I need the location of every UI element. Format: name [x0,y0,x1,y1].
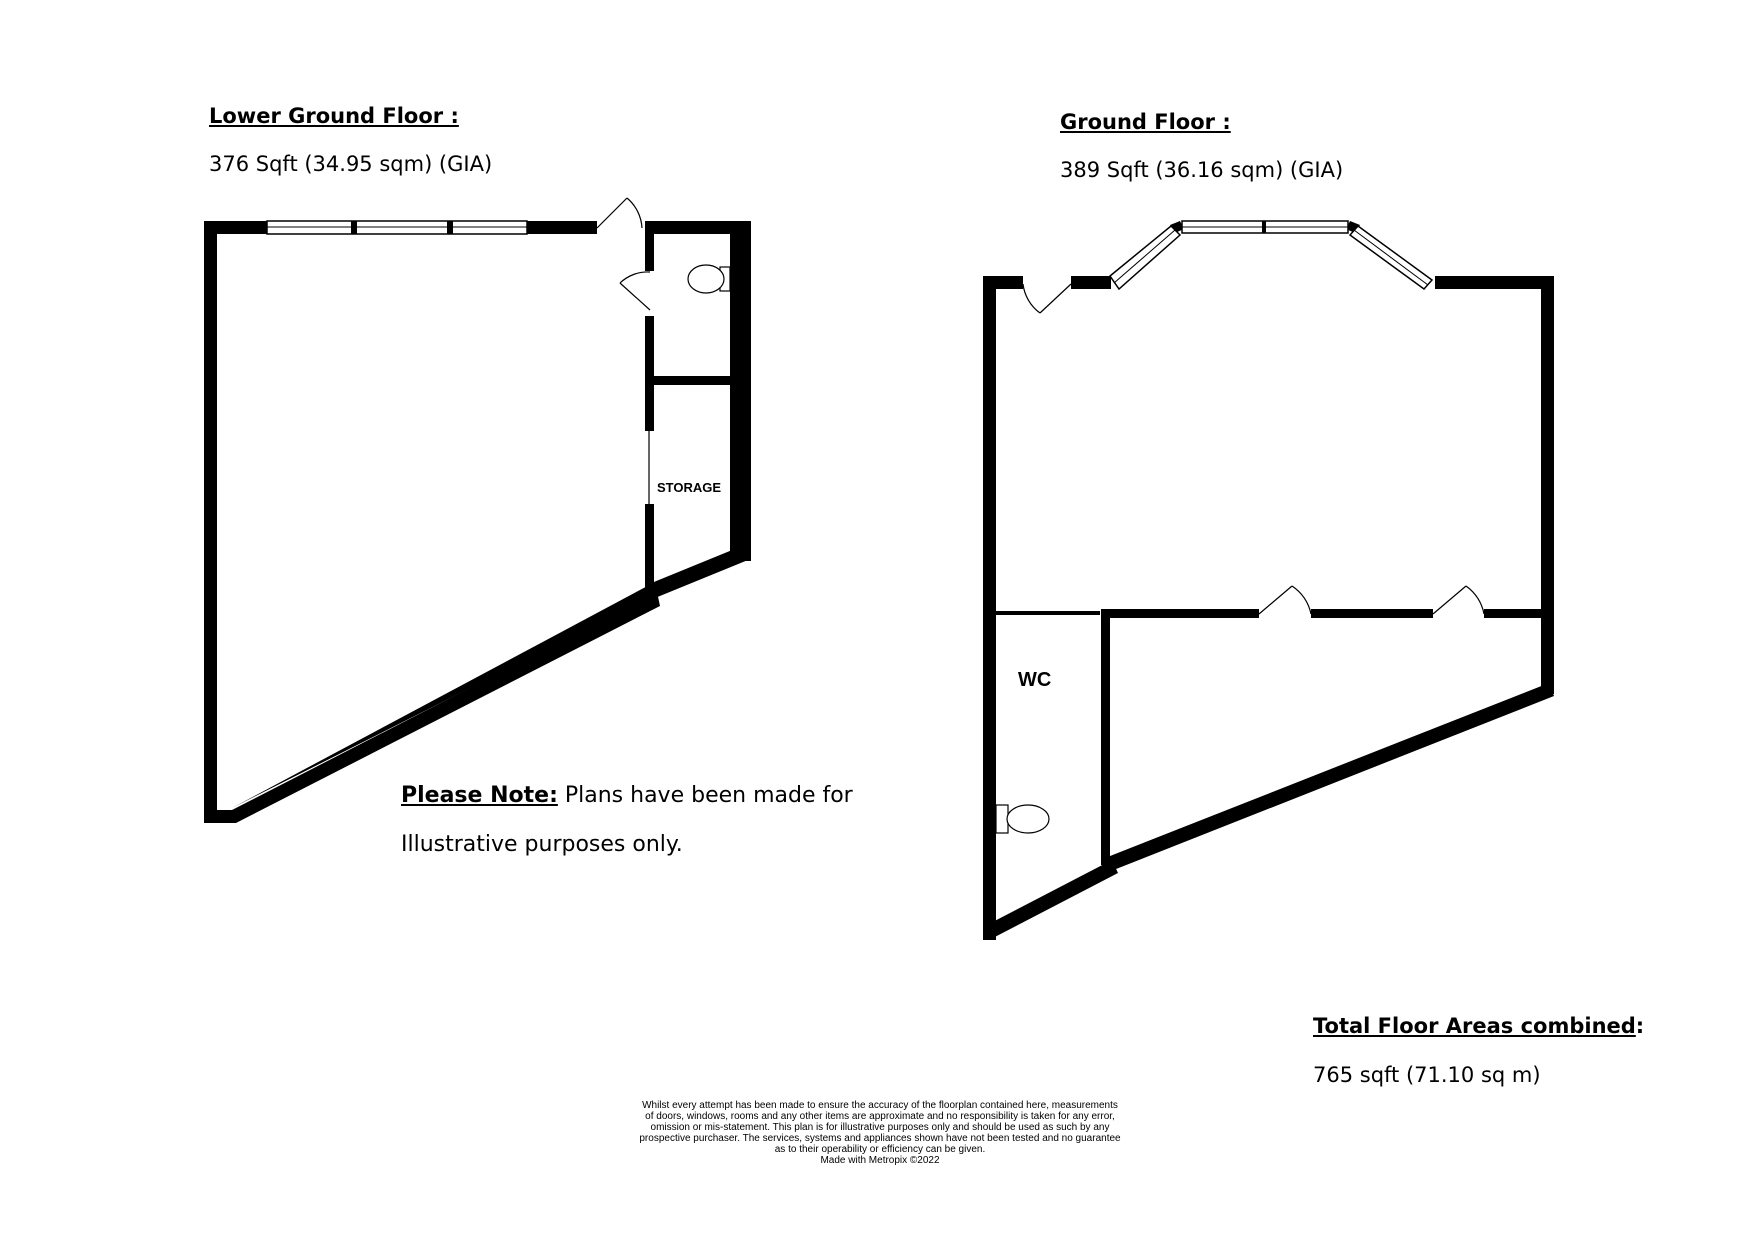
gf-walls [983,221,1554,940]
lower-ground-floor-plan [204,198,751,823]
disclaimer-line: Made with Metropix ©2022 [820,1155,940,1166]
disclaimer-line: omission or mis-statement. This plan is for illustrative purposes only and should be used as such by any [650,1122,1110,1133]
disclaimer-line: of doors, windows, rooms and any other items are approximate and no responsibility is taken for any error, [645,1111,1115,1122]
note-line-2: Illustrative purposes only. [401,832,683,857]
total-title-suffix: : [1635,1014,1645,1038]
lgf-walls [204,221,751,823]
ground-floor-plan [983,221,1554,940]
gf-doors [1023,284,1484,614]
lgf-doors [597,198,650,504]
total-area: 765 sqft (71.10 sq m) [1313,1063,1541,1087]
ground-floor-title: Ground Floor : [1060,110,1231,134]
ground-floor-area: 389 Sqft (36.16 sqm) (GIA) [1060,158,1344,182]
lgf-toilet-icon [688,265,730,293]
disclaimer-line: Whilst every attempt has been made to ensure the accuracy of the floorplan contained here, measurements [642,1100,1118,1111]
disclaimer-line: prospective purchaser. The services, systems and appliances shown have not been tested and no guarantee [639,1133,1121,1144]
storage-label: STORAGE [657,480,722,495]
wc-label: WC [1018,669,1052,691]
lower-ground-floor-area: 376 Sqft (34.95 sqm) (GIA) [209,152,493,176]
disclaimer-line: as to their operability or efficiency can be given. [774,1144,986,1155]
note-label: Please Note: [401,783,558,808]
total-title-text: Total Floor Areas combined [1313,1014,1636,1038]
gf-windows [1110,221,1432,289]
lgf-windows [267,221,527,234]
note-text-1: Plans have been made for [557,783,853,808]
lower-ground-floor-title: Lower Ground Floor : [209,104,459,128]
gf-toilet-icon [996,805,1049,833]
